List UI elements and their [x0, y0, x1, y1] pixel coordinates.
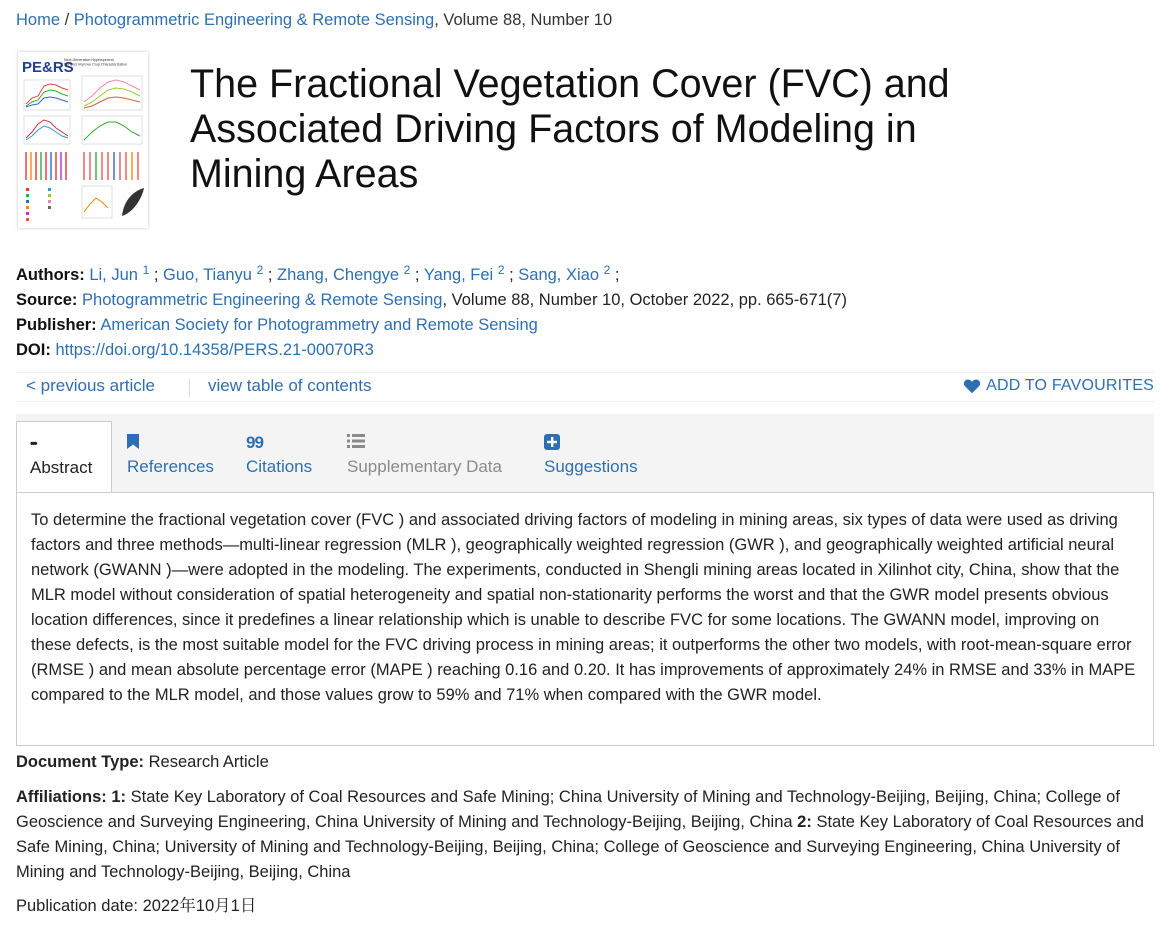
list-icon [347, 434, 502, 454]
affiliation-number: 1: [111, 788, 127, 806]
document-type [16, 753, 269, 772]
tab-label: Supplementary Data [347, 457, 502, 476]
tab-label: Abstract [30, 458, 93, 477]
cover-headline: Next-Generation Hyperspectral Sensors Improve Crop Characterization [64, 58, 128, 67]
article-metadata [16, 258, 847, 363]
more-icon: ••• [30, 438, 36, 450]
author-affiliation-number[interactable]: 2 [256, 263, 264, 277]
author-link[interactable]: Sang, Xiao [518, 266, 599, 284]
author-affiliation-number[interactable]: 2 [497, 263, 505, 277]
source-journal-link[interactable]: Photogrammetric Engineering & Remote Sensing [82, 291, 443, 309]
affiliations-label: Affiliations: [16, 788, 107, 806]
abstract-text: To determine the fractional vegetation cover (FVC ) and associated driving factors of modeling in mining areas, six types of data were used as driving factors and three methods—multi-linear regression (MLR ), geographically weighted regression (GWR ), and geographically weighted artificial neural network (GWANN )—were adopted in the modeling. The experiments, conducted in Shengli mining areas located in Xilinhot city, China, show that the MLR model without consideration of spatial heterogeneity and spatial non-stationarity performs the worst and that the GWR model presents obvious location differences, since it predefines a linear relationship which is unable to describe FVC for some locations. The GWANN model, improving on these defects, is the most suitable model for the FVC driving process in mining areas; it outperforms the other two models, with root-mean-square error (RMSE ) and mean absolute percentage error (MAPE ) reaching 0.16 and 0.20. It has improvements of approximately 24% in RMSE and 33% in MAPE compared to the MLR model, and those values grow to 59% and 71% when compared with the GWR model. [31, 511, 1136, 704]
breadcrumb-issue: , Volume 88, Number 10 [434, 11, 613, 29]
authors-line: Authors: Li, Jun $^1$ ; Guo, Tianyu $^2$ ; Zhang, Chengye $^2$ ; Yang, Fei $^2$ ; Sang, Xiao $^2$ ; [16, 263, 620, 284]
cover-logo: PE&RS [22, 59, 74, 76]
article-nav-bar [16, 372, 1154, 402]
tab-suggestions[interactable] [544, 414, 638, 492]
breadcrumb-separator: / [60, 11, 74, 29]
author-affiliation-number[interactable]: 1 [142, 263, 150, 277]
author-affiliation-number[interactable]: 2 [403, 263, 411, 277]
document-type-value: Research Article [148, 753, 269, 771]
author-link[interactable]: Zhang, Chengye [277, 266, 400, 284]
plus-square-icon [544, 434, 638, 454]
author-affiliation-number[interactable]: 2 [603, 263, 611, 277]
tab-abstract[interactable] [16, 421, 112, 501]
affiliation-text: State Key Laboratory of Coal Resources and Safe Mining; China University of Mining and Technology-Beijing, Beijing, China; College of Geoscience and Surveying Engineering, China University of Mining and Technology-Beijing, Beijing, China [16, 788, 1120, 831]
add-to-favourites-label: ADD TO FAVOURITES [986, 377, 1154, 394]
author-link[interactable]: Yang, Fei [423, 266, 494, 284]
breadcrumb-home-link[interactable]: Home [16, 11, 61, 29]
author-link[interactable]: Li, Jun [89, 266, 138, 284]
affiliations [16, 785, 1156, 885]
table-of-contents-link[interactable]: view table of contents [208, 376, 372, 395]
affiliation-text: State Key Laboratory of Coal Resources and Safe Mining, China; University of Mining and Technology-Beijing, Beijing, China; College of Geoscience and Surveying Engineering, China University of Mining and Technology-Beijing, Beijing, China [16, 813, 1144, 881]
author-link[interactable]: Guo, Tianyu [163, 266, 252, 284]
authors-label: Authors: [16, 266, 85, 284]
tab-references[interactable] [127, 414, 214, 492]
cover-art-graphic [18, 52, 148, 228]
publication-date: Publication date: 2022年10月1日 [16, 897, 257, 915]
breadcrumb [16, 11, 612, 30]
tab-supplementary-data[interactable] [347, 414, 502, 492]
add-to-favourites-button[interactable] [963, 377, 1154, 395]
tab-label: References [127, 457, 214, 476]
doi-line [16, 338, 847, 363]
abstract-panel [16, 492, 1154, 746]
tab-label: Citations [246, 457, 313, 476]
quote-icon: 99 [246, 433, 263, 452]
publisher-link[interactable]: American Society for Photogrammetry and Remote Sensing [100, 316, 538, 334]
heart-icon [963, 378, 981, 394]
publisher-line [16, 313, 847, 338]
source-details: , Volume 88, Number 10, October 2022, pp. 665-671(7) [442, 291, 847, 309]
journal-cover-image[interactable] [18, 52, 148, 228]
tab-label: Suggestions [544, 457, 638, 476]
doi-link[interactable]: https://doi.org/10.14358/PERS.21-00070R3 [55, 341, 374, 359]
affiliation-number: 2: [797, 813, 812, 831]
publisher-label: Publisher: [16, 316, 97, 334]
source-line [16, 288, 847, 313]
doi-label: DOI: [16, 341, 51, 359]
article-tabs [16, 414, 1154, 492]
nav-divider [189, 379, 190, 397]
bookmark-icon [127, 434, 214, 454]
article-title: The Fractional Vegetation Cover (FVC) and Associated Driving Factors of Modeling in Mining Areas [190, 62, 950, 196]
tab-citations[interactable] [246, 414, 312, 492]
document-type-label: Document Type: [16, 753, 145, 771]
previous-article-link[interactable]: < previous article [26, 376, 155, 395]
breadcrumb-journal-link[interactable]: Photogrammetric Engineering & Remote Sensing [73, 11, 435, 29]
source-label: Source: [16, 291, 78, 309]
